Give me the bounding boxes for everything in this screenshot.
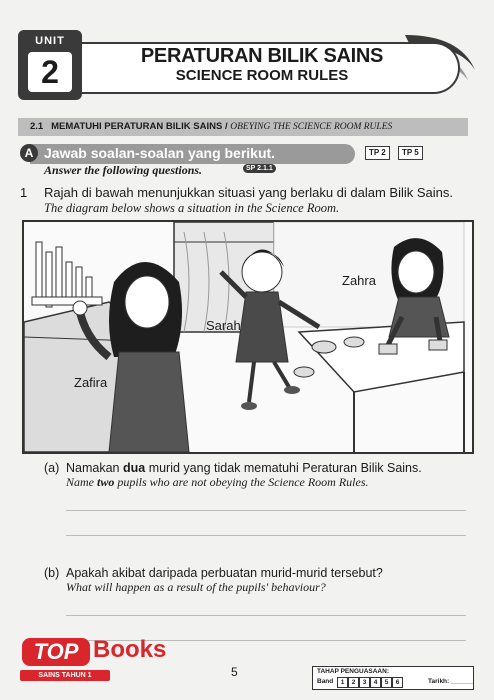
band-cell[interactable]: 3 xyxy=(359,677,370,688)
unit-number: 2 xyxy=(41,54,59,90)
instruction-malay: Jawab soalan-soalan yang berikut. xyxy=(44,145,276,161)
tp-tag: TP 5 xyxy=(398,146,423,160)
section-title-english: OBEYING THE SCIENCE ROOM RULES xyxy=(230,122,393,132)
section-separator: / xyxy=(224,121,228,132)
answer-line[interactable] xyxy=(66,535,466,536)
unit-badge xyxy=(18,30,82,100)
band-cell[interactable]: 6 xyxy=(392,677,403,688)
answer-line[interactable] xyxy=(66,510,466,511)
section-title-malay: MEMATUHI PERATURAN BILIK SAINS xyxy=(51,121,223,132)
label-sarah: Sarah xyxy=(206,318,241,333)
title-malay: PERATURAN BILIK SAINS xyxy=(140,45,384,67)
part-b-label: (b) xyxy=(44,566,60,580)
date-label: Tarikh: ______ xyxy=(428,678,473,685)
section-number: 2.1 xyxy=(30,121,44,132)
label-zafira: Zafira xyxy=(74,375,108,390)
part-a-label: (a) xyxy=(44,461,60,475)
science-room-illustration xyxy=(22,220,474,454)
page-number: 5 xyxy=(231,665,238,679)
illustration-drawing xyxy=(24,222,472,452)
question-english: The diagram below shows a situation in the Science Room. xyxy=(44,201,340,215)
unit-label: UNIT xyxy=(35,35,65,47)
part-a-english-before: Name xyxy=(66,475,97,489)
part-a-malay-bold: dua xyxy=(122,461,146,475)
brand-logo: TOP xyxy=(22,638,90,666)
brand-logo-subtitle: SAINS TAHUN 1 xyxy=(20,670,110,681)
sp-tag: SP 2.1.1 xyxy=(243,164,276,173)
mastery-level-box xyxy=(312,666,474,690)
part-a-malay-after: murid yang tidak mematuhi Peraturan Bilik Sains. xyxy=(145,461,422,475)
part-a-english xyxy=(66,475,369,490)
label-zahra: Zahra xyxy=(342,273,376,288)
instruction-badge: A xyxy=(20,144,38,162)
band-cell[interactable]: 2 xyxy=(348,677,359,688)
part-a-malay xyxy=(66,461,422,475)
band-cell[interactable]: 5 xyxy=(381,677,392,688)
part-a-english-after: pupils who are not obeying the Science Room Rules. xyxy=(114,475,369,489)
section-title xyxy=(30,121,392,132)
question-number: 1 xyxy=(20,185,28,200)
band-label: Band xyxy=(317,678,334,685)
instruction-english: Answer the following questions. xyxy=(44,163,203,177)
band-cell[interactable]: 4 xyxy=(370,677,381,688)
title-english: SCIENCE ROOM RULES xyxy=(175,67,349,84)
band-cell[interactable]: 1 xyxy=(337,677,348,688)
tp-tag: TP 2 xyxy=(365,146,390,160)
part-b-malay: Apakah akibat daripada perbuatan murid-murid tersebut? xyxy=(66,566,383,580)
question-malay: Rajah di bawah menunjukkan situasi yang berlaku di dalam Bilik Sains. xyxy=(44,185,454,200)
brand-logo-books: Books xyxy=(93,636,167,663)
answer-line[interactable] xyxy=(66,615,466,616)
part-b-english: What will happen as a result of the pupils' behaviour? xyxy=(66,580,326,594)
part-a-malay-before: Namakan xyxy=(66,461,123,475)
mastery-title: TAHAP PENGUASAAN: xyxy=(317,668,389,675)
unit-number-box xyxy=(28,52,72,92)
part-a-english-bold: two xyxy=(97,475,115,489)
